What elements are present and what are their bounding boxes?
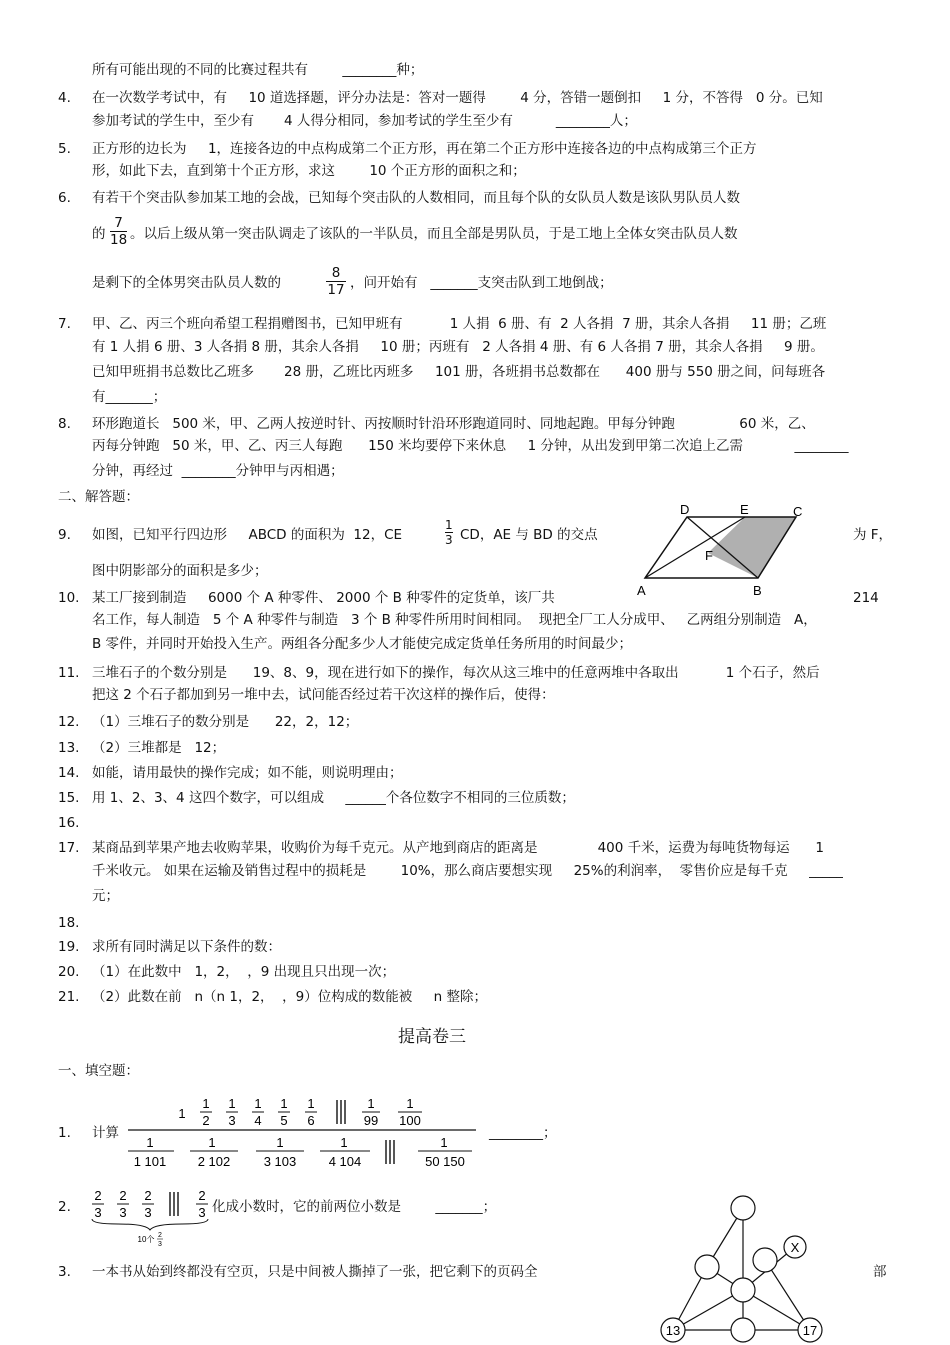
label-d: D — [680, 502, 690, 517]
question-text: （2）此数在前 n（n 1，2， ，9）位构成的数能被 n 整除； — [92, 989, 488, 1005]
label-c: C — [793, 504, 803, 519]
p2-frac-2 — [117, 1188, 129, 1220]
svg-text:1: 1 — [280, 1096, 288, 1111]
numerator: 7 — [114, 215, 123, 231]
svg-text:4: 4 — [254, 1113, 262, 1128]
question-text: 214 — [853, 590, 879, 606]
question-text: 正方形的边长为 1，连接各边的中点构成第二个正方形，再在第二个正方形中连接各边的中点构成第三个正方 — [92, 141, 757, 157]
question-number: 18. — [58, 915, 80, 931]
node-graph-figure — [655, 1190, 830, 1345]
question-text: 在一次数学考试中，有 10 道选择题，评分办法是：答对一题得 4 分，答错一题倒扣 1 分，不答得 0 分。已知 — [92, 90, 823, 106]
fraction-1-3 — [445, 518, 453, 547]
bottom-frac-5 — [418, 1135, 472, 1169]
svg-text:2 102: 2 102 — [197, 1154, 231, 1169]
fraction-7-18 — [110, 215, 127, 248]
p2-ellipsis-bars — [170, 1192, 178, 1216]
svg-text:3: 3 — [198, 1205, 206, 1220]
svg-text:1: 1 — [208, 1135, 216, 1150]
svg-text:3 103: 3 103 — [263, 1154, 297, 1169]
question-number: 17. — [58, 840, 80, 856]
question-text: 如图，已知平行四边形 ABCD 的面积为 12，CE — [92, 527, 403, 543]
ellipsis-bars-bottom — [386, 1140, 394, 1164]
top-frac-99 — [362, 1096, 380, 1128]
top-frac-5 — [305, 1096, 317, 1128]
question-text: 某工厂接到制造 6000 个 A 种零件、 2000 个 B 种零件的定货单，该厂共 — [92, 590, 555, 606]
top-frac-4 — [278, 1096, 290, 1128]
question-text: 丙每分钟跑 50 米，甲、乙、丙三人每跑 150 米均要停下来休息 1 分钟，从出发到甲第二次追上乙需 ________ — [92, 438, 849, 454]
page-title: 提高卷三 — [398, 1027, 466, 1047]
p2-frac-last — [196, 1188, 208, 1220]
question-text: 。以后上级从第一突击队调走了该队的一半队员，而且全部是男队员，于是工地上全体女突击队员人数 — [130, 226, 738, 242]
shaded-region — [708, 517, 796, 578]
svg-text:2: 2 — [94, 1188, 102, 1203]
svg-text:3: 3 — [119, 1205, 127, 1220]
question-number: 7. — [58, 316, 71, 332]
svg-text:3: 3 — [144, 1205, 152, 1220]
question-number: 20. — [58, 964, 80, 980]
question-number: 2. — [58, 1199, 71, 1215]
question-text: 一本书从始到终都没有空页，只是中间被人撕掉了一张，把它剩下的页码全 — [92, 1264, 538, 1280]
svg-text:1 101: 1 101 — [133, 1154, 167, 1169]
svg-text:2: 2 — [198, 1188, 206, 1203]
parallelogram-figure — [630, 498, 810, 598]
question-number: 1. — [58, 1125, 71, 1141]
p2-frac-1 — [92, 1188, 104, 1220]
question-text: （1）三堆石子的数分别是 22，2，12； — [92, 714, 359, 730]
question-text: 已知甲班捐书总数比乙班多 28 册，乙班比丙班多 101 册，各班捐书总数都在 400 册与 550 册之间，问每班各 — [92, 364, 826, 380]
question-number: 21. — [58, 989, 80, 1005]
question-number: 3. — [58, 1264, 71, 1280]
denominator: 3 — [445, 533, 453, 547]
question-text: 求所有同时满足以下条件的数： — [92, 939, 281, 955]
question-number: 6. — [58, 190, 71, 206]
denominator: 17 — [327, 282, 345, 298]
label-a: A — [637, 583, 646, 598]
question-text: 有若干个突击队参加某工地的会战，已知每个突击队的人数相同，而且每个队的女队员人数是该队男队员人数 — [92, 190, 740, 206]
svg-text:1: 1 — [406, 1096, 414, 1111]
question-number: 5. — [58, 141, 71, 157]
svg-text:1: 1 — [340, 1135, 348, 1150]
label-e: E — [740, 502, 749, 517]
svg-text:50 150: 50 150 — [425, 1154, 465, 1169]
question-text: 元； — [92, 888, 119, 904]
answer-blank: ________； — [489, 1125, 557, 1141]
question-text: 有_______； — [92, 389, 167, 405]
svg-text:2: 2 — [119, 1188, 127, 1203]
question-text: 的 — [92, 226, 106, 242]
top-frac-1 — [200, 1096, 212, 1128]
top-frac-2 — [226, 1096, 238, 1128]
question-text: 分钟，再经过 ________分钟甲与丙相遇； — [92, 463, 344, 479]
svg-text:1: 1 — [307, 1096, 315, 1111]
question-text: 为 F， — [853, 527, 893, 543]
question-text: 环形跑道长 500 米，甲、乙两人按逆时针、丙按顺时针沿环形跑道同时、同地起跑。甲每分钟跑 60 米，乙、 — [92, 416, 815, 432]
question-text: 如能，请用最快的操作完成；如不能，则说明理由； — [92, 765, 403, 781]
question-text: 有 1 人捐 6 册、3 人各捐 8 册，其余人各捐 10 册；丙班有 2 人各捐 4 册、有 6 人各捐 7 册，其余人各捐 9 册。 — [92, 339, 824, 355]
brace-frac-den: 3 — [158, 1241, 162, 1248]
svg-text:100: 100 — [399, 1113, 421, 1128]
question-text: 形，如此下去，直到第十个正方形，求这 10 个正方形的面积之和； — [92, 163, 526, 179]
svg-text:1: 1 — [276, 1135, 284, 1150]
denominator: 18 — [110, 232, 128, 248]
bottom-frac-3 — [256, 1135, 304, 1169]
question-number: 14. — [58, 765, 80, 781]
bottom-frac-2 — [190, 1135, 238, 1169]
question-text: 部 — [873, 1264, 887, 1280]
question-text: 计算 — [92, 1125, 119, 1141]
svg-text:1: 1 — [440, 1135, 448, 1150]
question-text: 某商品到苹果产地去收购苹果，收购价为每千克元。从产地到商店的距离是 400 千米，运费为每吨货物每运 1 — [92, 840, 824, 856]
question-text: 甲、乙、丙三个班向希望工程捐赠图书，已知甲班有 1 人捐 6 册、有 2 人各捐 7 册，其余人各捐 11 册；乙班 — [92, 316, 827, 332]
svg-text:99: 99 — [363, 1113, 379, 1128]
question-text: 三堆石子的个数分别是 19、8、9，现在进行如下的操作，每次从这三堆中的任意两堆中各取出 1 个石子，然后 — [92, 665, 820, 681]
brace-label: 10个 — [137, 1235, 155, 1244]
svg-text:1: 1 — [228, 1096, 236, 1111]
underbrace — [92, 1219, 208, 1230]
question-number: 9. — [58, 527, 71, 543]
numerator: 8 — [331, 265, 341, 281]
bottom-frac-1 — [128, 1135, 174, 1169]
question-text: 是剩下的全体男突击队员人数的 — [92, 275, 281, 291]
section-heading: 二、解答题： — [58, 489, 139, 505]
question-text: 参加考试的学生中，至少有 4 人得分相同，参加考试的学生至少有 ________人； — [92, 113, 637, 129]
graph-edges — [673, 1208, 810, 1330]
question-number: 11. — [58, 665, 80, 681]
question-number: 12. — [58, 714, 80, 730]
p2-frac-3 — [142, 1188, 154, 1220]
question-text: CD，AE 与 BD 的交点 — [460, 527, 598, 543]
top-frac-3 — [252, 1096, 264, 1128]
svg-text:1: 1 — [367, 1096, 375, 1111]
fraction-8-17 — [326, 265, 346, 298]
question-text: 用 1、2、3、4 这四个数字，可以组成 ______个各位数字不相同的三位质数； — [92, 790, 575, 806]
question-text: （1）在此数中 1，2， ，9 出现且只出现一次； — [92, 964, 396, 980]
section-heading: 一、填空题： — [58, 1063, 139, 1079]
question-text: ，问开始有 _______支突击队到工地倒战； — [350, 275, 613, 291]
question-number: 19. — [58, 939, 80, 955]
svg-text:1: 1 — [202, 1096, 210, 1111]
question-number: 16. — [58, 815, 80, 831]
svg-text:3: 3 — [94, 1205, 102, 1220]
label-f: F — [705, 548, 713, 563]
question-number: 15. — [58, 790, 80, 806]
question-text: 化成小数时，它的前两位小数是 _______； — [212, 1199, 497, 1215]
question-number: 8. — [58, 416, 71, 432]
svg-text:2: 2 — [144, 1188, 152, 1203]
label-b: B — [753, 583, 762, 598]
bottom-frac-4 — [320, 1135, 370, 1169]
question-text: B 零件，并同时开始投入生产。两组各分配多少人才能使完成定货单任务所用的时间最少； — [92, 636, 633, 652]
top-frac-100 — [398, 1096, 422, 1128]
question-number: 13. — [58, 740, 80, 756]
calc-expression — [120, 1094, 485, 1174]
svg-text:5: 5 — [280, 1113, 288, 1128]
question-text: 名工作，每人制造 5 个 A 种零件与制造 3 个 B 种零件所用时间相同。 现把全厂工人分成甲、 乙两组分别制造 A， — [92, 612, 817, 628]
svg-text:1: 1 — [254, 1096, 262, 1111]
svg-text:1: 1 — [146, 1135, 154, 1150]
svg-text:2: 2 — [202, 1113, 210, 1128]
node-label-13: 13 — [665, 1323, 681, 1338]
node-label-17: 17 — [802, 1323, 818, 1338]
question-text: （2）三堆都是 12； — [92, 740, 226, 756]
top-lead: 1 — [178, 1106, 186, 1121]
question-number: 10. — [58, 590, 80, 606]
numerator: 1 — [445, 518, 453, 532]
question-text: 把这 2 个石子都加到另一堆中去，试问能否经过若干次这样的操作后，使得： — [92, 687, 555, 703]
node-label-x: X — [790, 1240, 800, 1255]
question-text: 图中阴影部分的面积是多少； — [92, 563, 268, 579]
question-number: 4. — [58, 90, 71, 106]
text-line: 所有可能出现的不同的比赛过程共有 ________种； — [92, 62, 424, 78]
ellipsis-bars-top — [337, 1100, 345, 1124]
svg-text:3: 3 — [228, 1113, 236, 1128]
svg-text:4 104: 4 104 — [328, 1154, 362, 1169]
question-text: 千米收元。 如果在运输及销售过程中的损耗是 10%，那么商店要想实现 25%的利润率， 零售价应是每千克 _____ — [92, 863, 843, 879]
svg-text:6: 6 — [307, 1113, 315, 1128]
brace-frac-num: 2 — [158, 1232, 162, 1239]
graph-nodes — [661, 1196, 822, 1342]
repeated-fraction-expression — [88, 1186, 216, 1252]
